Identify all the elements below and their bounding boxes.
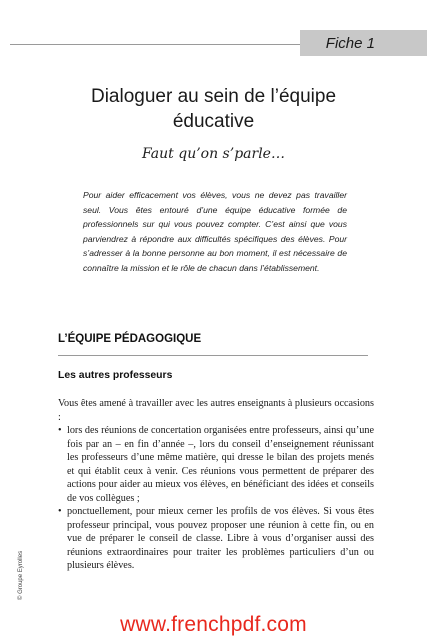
intro-paragraph: Pour aider efficacement vos élèves, vous ne devez pas travailler seul. Vous êtes entouré d’une équipe éducative formée de professionnels sur qui vous pouvez compter. C’est ainsi que vous parviendrez à répondre aux difficultés spécifiques des élèves. Pour s’adresser à la bonne personne au bon moment, il est nécessaire de connaître la mission et le rôle de chacun dans l’établissement. xyxy=(83,190,347,273)
section-heading: L’ÉQUIPE PÉDAGOGIQUE xyxy=(58,333,202,345)
fiche-tab xyxy=(300,30,427,56)
page-title xyxy=(0,84,427,134)
page-title-line1: Dialoguer au sein de l’équipe xyxy=(90,86,337,107)
body-text xyxy=(58,397,374,573)
section-heading-rule xyxy=(58,355,368,356)
subsection-heading: Les autres professeurs xyxy=(58,370,173,381)
body-lead: Vous êtes amené à travailler avec les autres enseignants à plusieurs occasions : xyxy=(58,398,374,423)
bullet-item: • lors des réunions de concertation organisées entre professeurs, ainsi qu’une fois par an – en fin d’année –, lors du conseil d’enseignement réunissant les professeurs d’une même matière, qui dresse le bilan des projets menés et qui établit ceux à venir. Ces réunions vous permettent de préparer des actions pour aider au mieux vos élèves, en bénéficiant des idées et conseils de vos collègues ; xyxy=(58,424,374,505)
watermark-url: www.frenchpdf.com xyxy=(120,613,307,636)
bullet-list xyxy=(58,424,374,573)
page-subtitle: Faut qu’on s’parle… xyxy=(142,146,285,162)
bullet-item: • ponctuellement, pour mieux cerner les profils de vos élèves. Si vous êtes professeur principal, vous pouvez proposer une réunion à cette fin, ou en vue de préparer le conseil de classe. Libre à vous d’organiser aussi des réunions extraordinaires pour traiter les problèmes particuliers d’un ou plusieurs élèves. xyxy=(58,505,374,573)
header-rule xyxy=(10,44,300,45)
copyright-notice: © Groupe Eyrolles xyxy=(18,550,24,600)
fiche-label: Fiche 1 xyxy=(325,34,375,52)
page-title-line2: éducative xyxy=(172,111,255,132)
